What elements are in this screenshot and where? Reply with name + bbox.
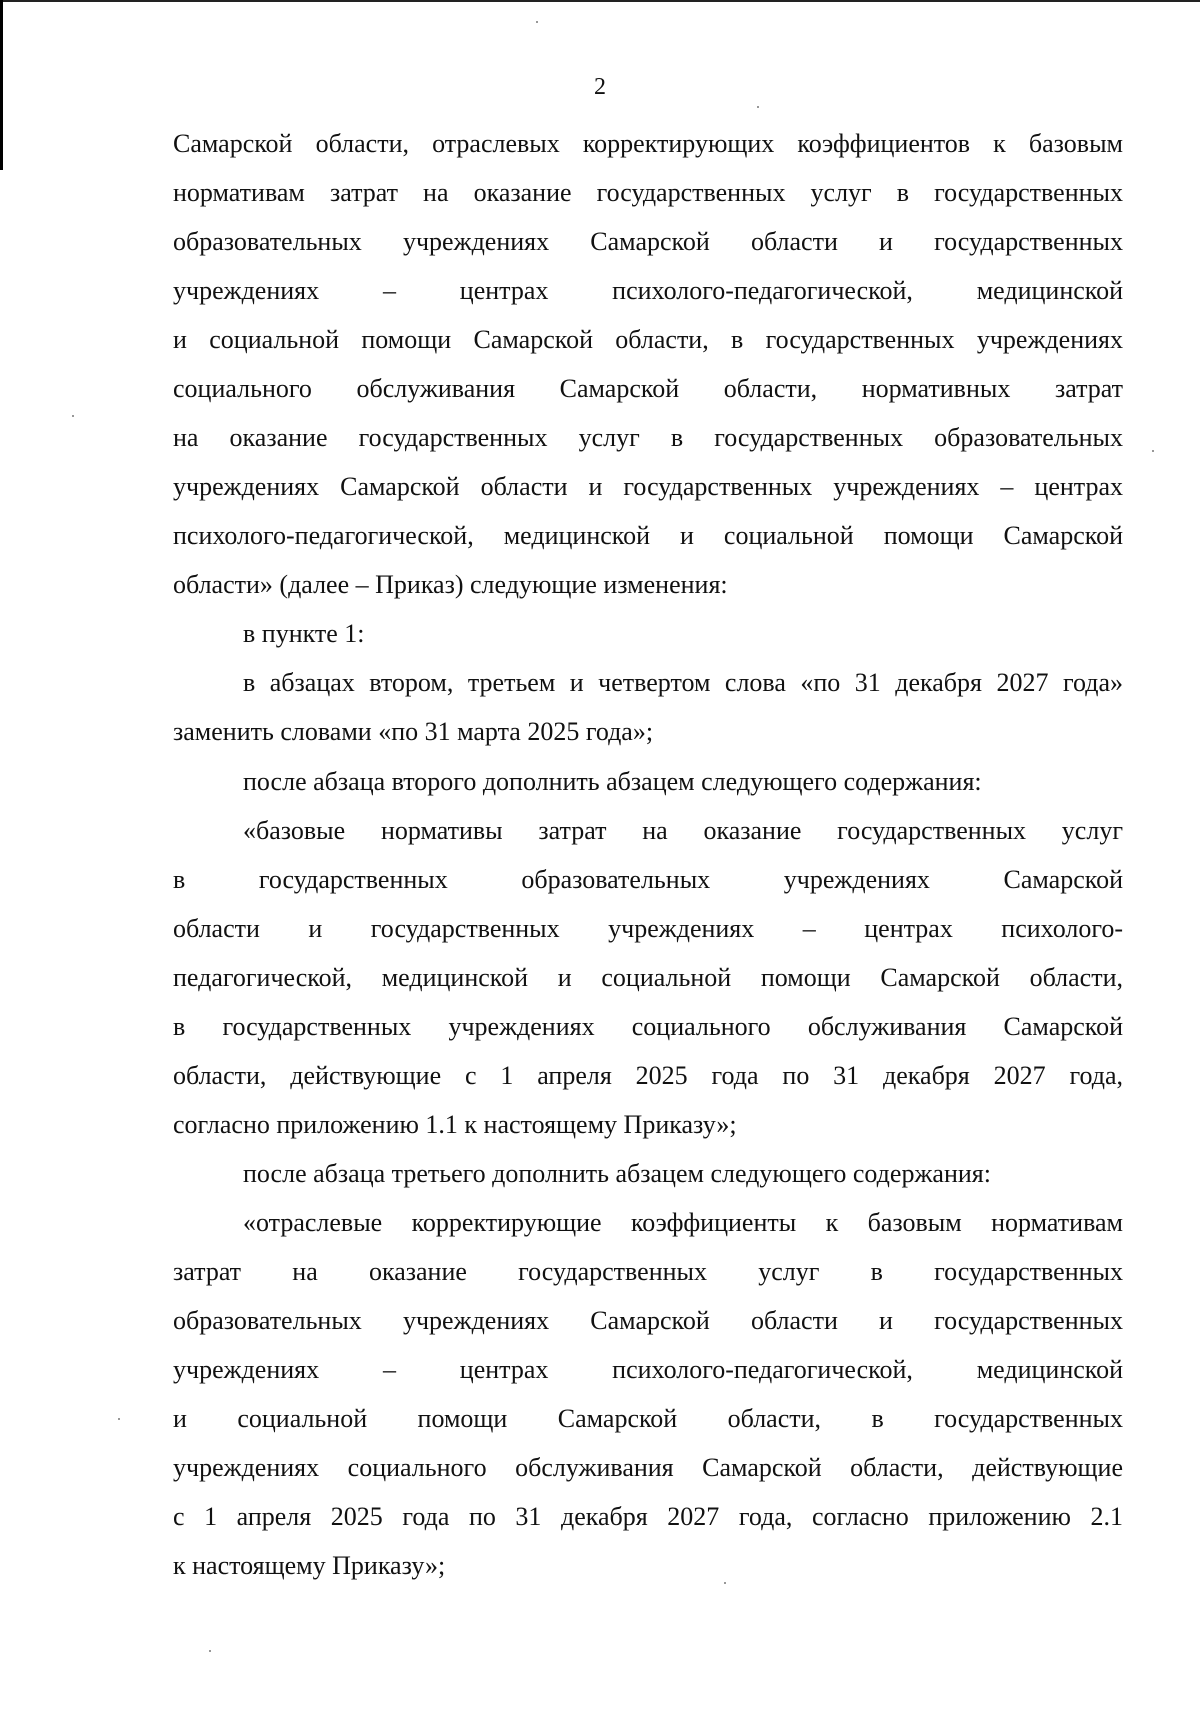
text-line-4: учреждениях – центрах психолого-педагогической, медицинской xyxy=(173,276,1123,305)
text-line-8: учреждениях Самарской области и государственных учреждениях – центрах xyxy=(173,472,1123,501)
text-line-26: учреждениях – центрах психолого-педагогической, медицинской xyxy=(173,1355,1123,1384)
text-line-23: «отраслевые корректирующие коэффициенты к базовым нормативам xyxy=(243,1208,1123,1237)
text-line-20: области, действующие с 1 апреля 2025 года по 31 декабря 2027 года, xyxy=(173,1061,1123,1090)
text-line-17: области и государственных учреждениях – центрах психолого- xyxy=(173,914,1123,943)
text-line-1: Самарской области, отраслевых корректирующих коэффициентов к базовым xyxy=(173,129,1123,158)
text-line-6: социального обслуживания Самарской области, нормативных затрат xyxy=(173,374,1123,403)
text-line-7: на оказание государственных услуг в государственных образовательных xyxy=(173,423,1123,452)
scan-speck xyxy=(72,415,74,417)
text-line-27: и социальной помощи Самарской области, в государственных xyxy=(173,1404,1123,1433)
scan-speck xyxy=(757,106,759,108)
text-line-29: с 1 апреля 2025 года по 31 декабря 2027 года, согласно приложению 2.1 xyxy=(173,1502,1123,1531)
scan-speck xyxy=(1152,450,1154,452)
scan-speck xyxy=(118,1418,120,1420)
text-line-5: и социальной помощи Самарской области, в государственных учреждениях xyxy=(173,325,1123,354)
text-line-12: в абзацах втором, третьем и четвертом слова «по 31 декабря 2027 года» xyxy=(243,668,1123,697)
text-line-25: образовательных учреждениях Самарской области и государственных xyxy=(173,1306,1123,1335)
text-line-21: согласно приложению 1.1 к настоящему Приказу»; xyxy=(173,1110,737,1139)
page-number: 2 xyxy=(594,74,606,100)
text-line-18: педагогической, медицинской и социальной помощи Самарской области, xyxy=(173,963,1123,992)
text-line-14: после абзаца второго дополнить абзацем следующего содержания: xyxy=(243,767,982,796)
scan-speck xyxy=(536,21,538,23)
scan-speck xyxy=(209,1650,211,1652)
text-line-9: психолого-педагогической, медицинской и социальной помощи Самарской xyxy=(173,521,1123,550)
text-line-13: заменить словами «по 31 марта 2025 года»; xyxy=(173,717,654,746)
scan-top-edge xyxy=(0,0,1200,2)
text-line-19: в государственных учреждениях социального обслуживания Самарской xyxy=(173,1012,1123,1041)
text-line-16: в государственных образовательных учреждениях Самарской xyxy=(173,865,1123,894)
text-line-22: после абзаца третьего дополнить абзацем следующего содержания: xyxy=(243,1159,991,1188)
text-line-11: в пункте 1: xyxy=(243,619,365,648)
text-line-10: области» (далее – Приказ) следующие изменения: xyxy=(173,570,728,599)
text-line-15: «базовые нормативы затрат на оказание государственных услуг xyxy=(243,816,1123,845)
text-line-3: образовательных учреждениях Самарской области и государственных xyxy=(173,227,1123,256)
text-line-28: учреждениях социального обслуживания Самарской области, действующие xyxy=(173,1453,1123,1482)
text-line-24: затрат на оказание государственных услуг в государственных xyxy=(173,1257,1123,1286)
text-line-2: нормативам затрат на оказание государственных услуг в государственных xyxy=(173,178,1123,207)
text-line-30: к настоящему Приказу»; xyxy=(173,1551,446,1580)
scan-speck xyxy=(724,1582,726,1584)
